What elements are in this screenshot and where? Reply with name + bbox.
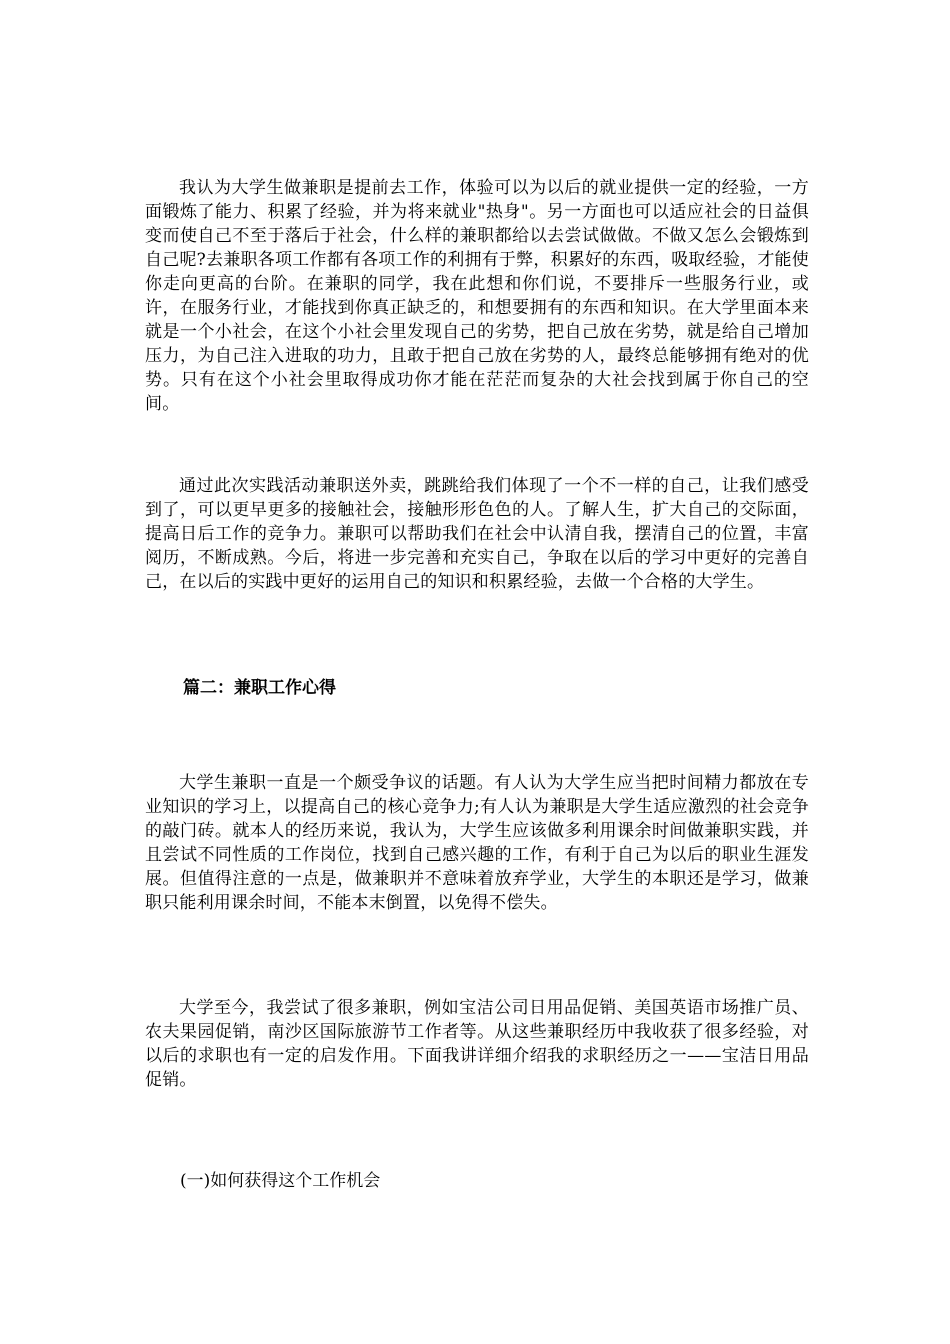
- paragraph-2: 通过此次实践活动兼职送外卖，跳跳给我们体现了一个不一样的自己，让我们感受到了，可以更早更多的接触社会，接触形形色色的人。了解人生，扩大自己的交际面，提高日后工作的竞争力。兼职可以帮助我们在社会中认清自我，摆清自己的位置，丰富阅历，不断成熟。今后，将进一步完善和充实自己，争取在以后的学习中更好的完善自己，在以后的实践中更好的运用自己的知识和积累经验，去做一个合格的大学生。: [145, 476, 809, 592]
- paragraph-4: 大学至今，我尝试了很多兼职，例如宝洁公司日用品促销、美国英语市场推广员、农夫果园促销，南沙区国际旅游节工作者等。从这些兼职经历中我收获了很多经验，对以后的求职也有一定的启发作用。下面我讲详细介绍我的求职经历之一——宝洁日用品促销。: [145, 998, 809, 1090]
- paragraph-1: 我认为大学生做兼职是提前去工作，体验可以为以后的就业提供一定的经验，一方面锻炼了能力、积累了经验，并为将来就业"热身"。另一方面也可以适应社会的日益俱变而使自己不至于落后于社会，什么样的兼职都给以去尝试做做。不做又怎么会锻炼到自己呢?去兼职各项工作都有各项工作的利拥有于弊，积累好的东西，吸取经验，才能使你走向更高的台阶。在兼职的同学，我在此想和你们说，不要排斥一些服务行业，或许，在服务行业，才能找到你真正缺乏的，和想要拥有的东西和知识。在大学里面本来就是一个小社会，在这个小社会里发现自己的劣势，把自己放在劣势，就是给自己增加压力，为自己注入进取的功力，且敢于把自己放在劣势的人，最终总能够拥有绝对的优势。只有在这个小社会里取得成功你才能在茫茫而复杂的大社会找到属于你自己的空间。: [145, 178, 809, 414]
- section-heading: 篇二：兼职工作心得: [183, 678, 336, 698]
- paragraph-3: 大学生兼职一直是一个颇受争议的话题。有人认为大学生应当把时间精力都放在专业知识的学习上，以提高自己的核心竞争力;有人认为兼职是大学生适应激烈的社会竞争的敲门砖。就本人的经历来说，我认为，大学生应该做多利用课余时间做兼职实践，并且尝试不同性质的工作岗位，找到自己感兴趣的工作，有利于自己为以后的职业生涯发展。但值得注意的一点是，做兼职并不意味着放弃学业，大学生的本职还是学习，做兼职只能利用课余时间，不能本末倒置，以免得不偿失。: [145, 773, 809, 913]
- subsection-heading: (一)如何获得这个工作机会: [180, 1171, 381, 1191]
